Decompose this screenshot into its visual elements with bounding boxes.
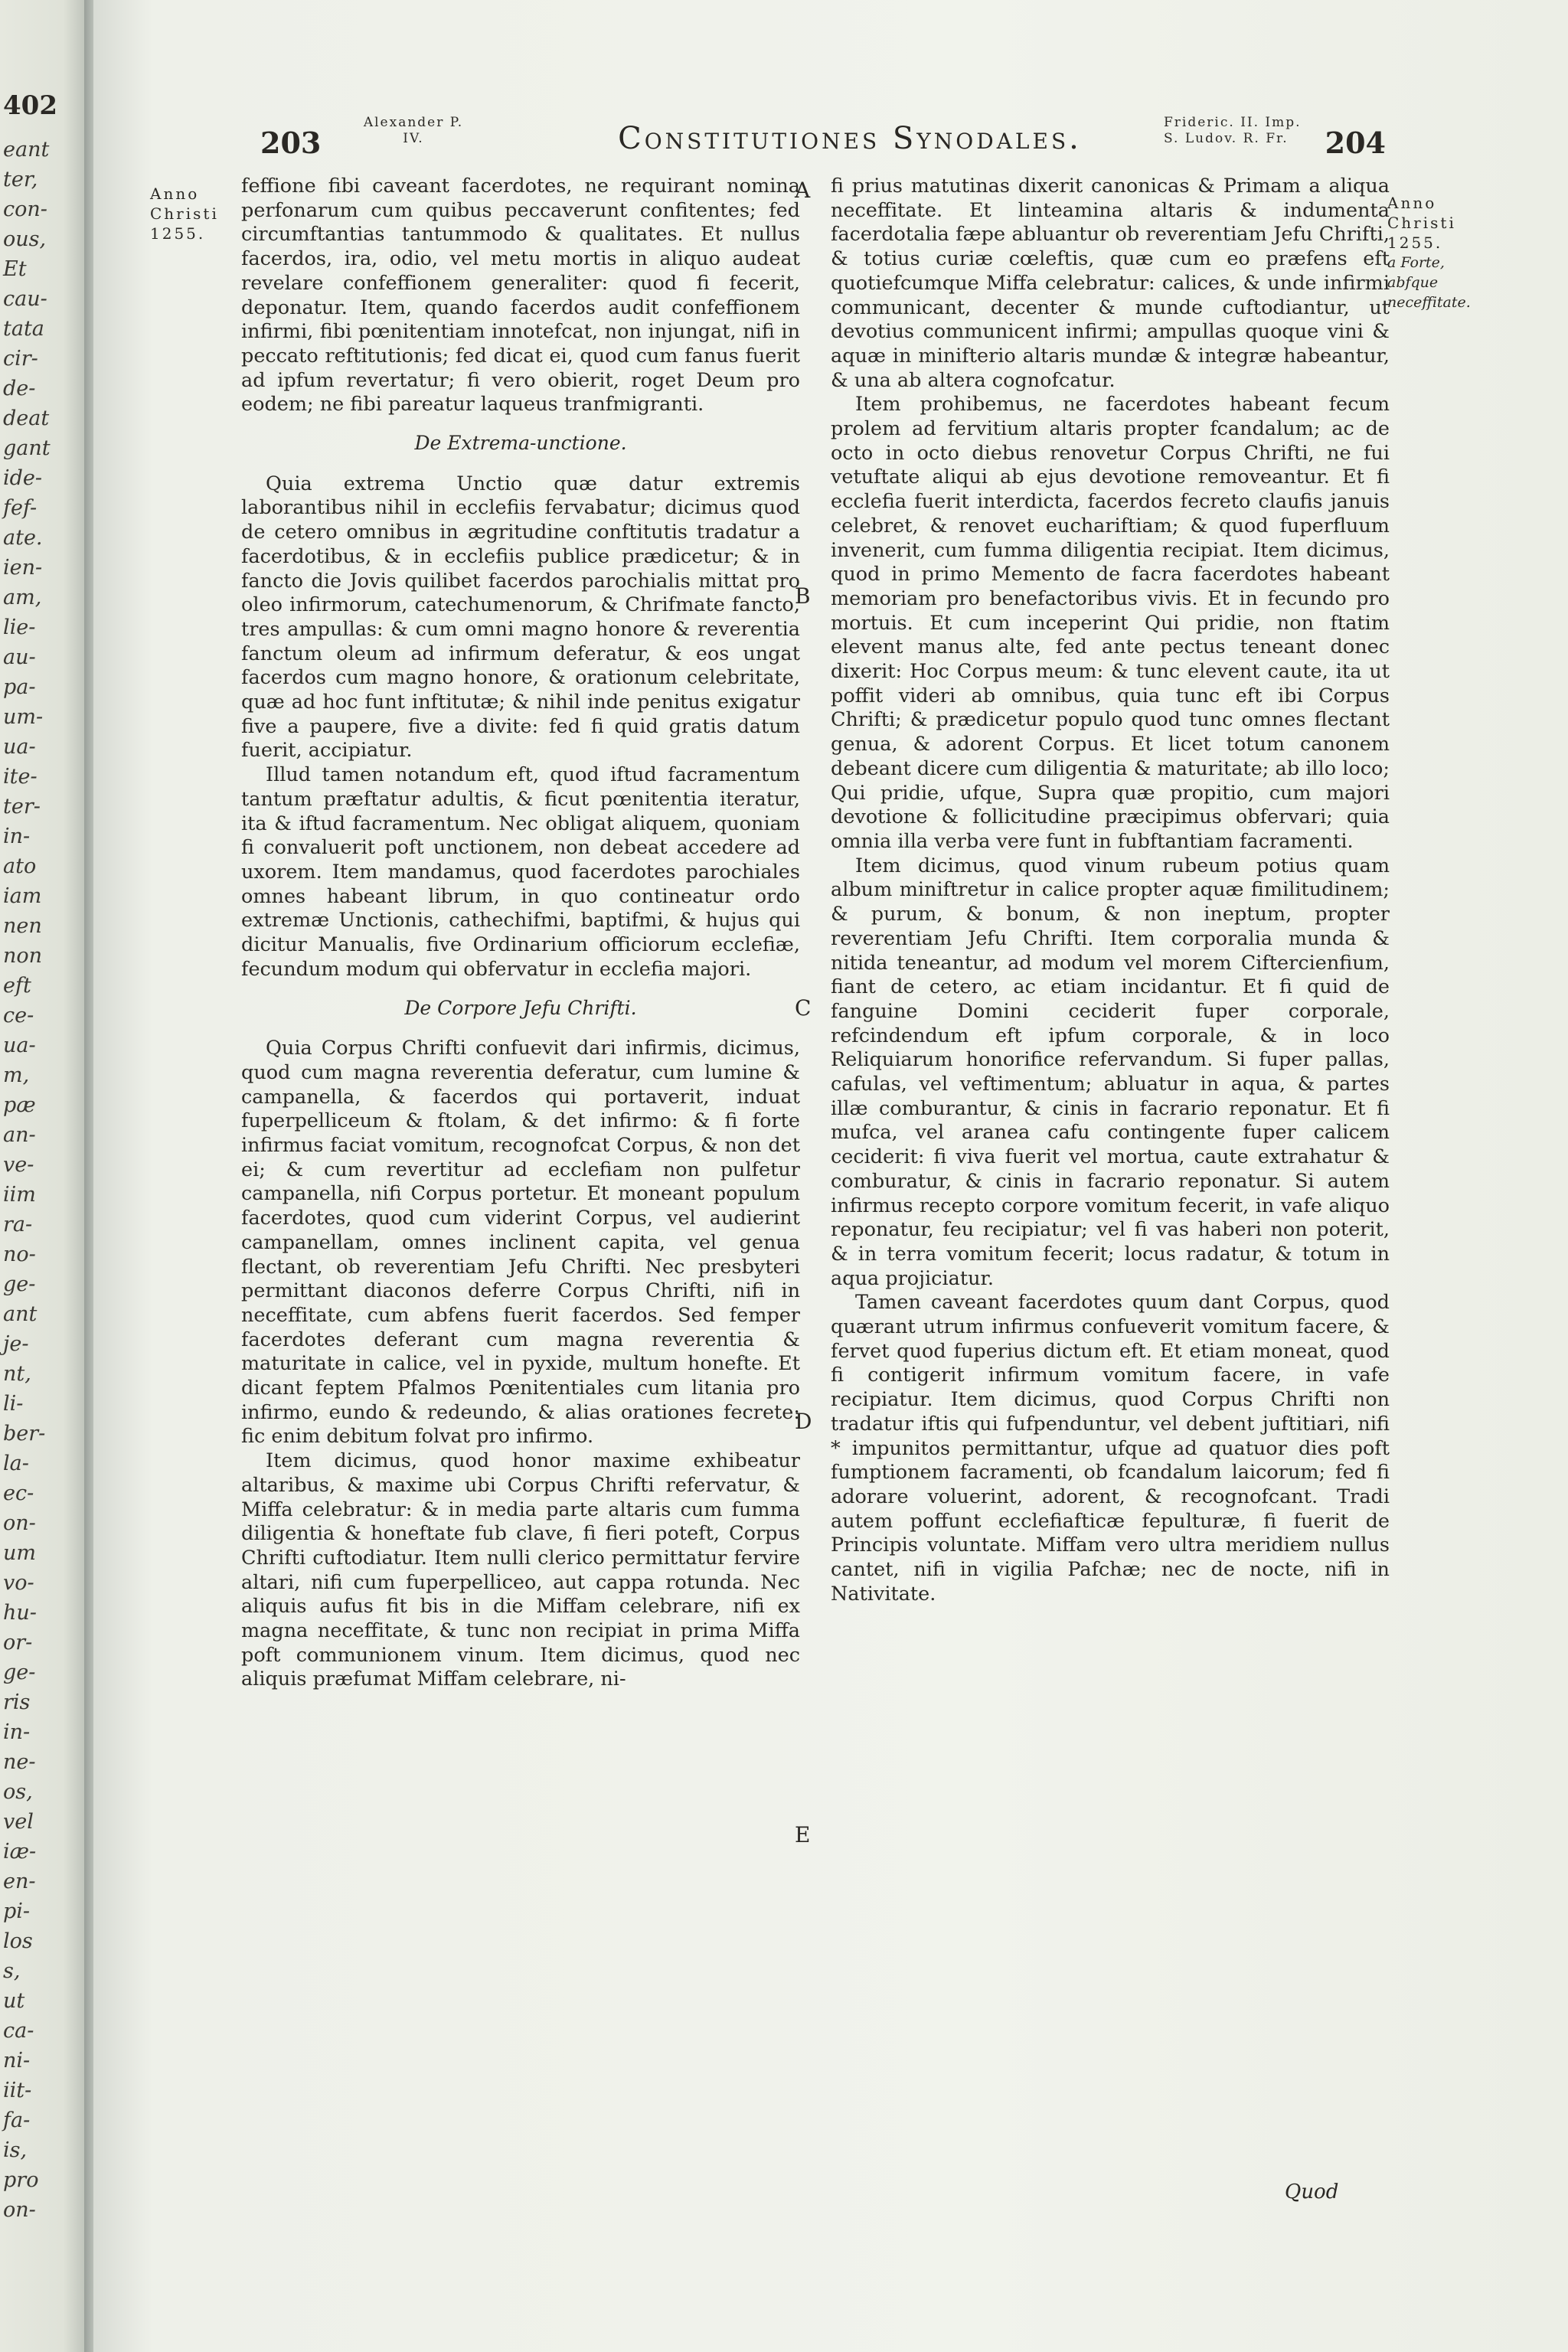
- paragraph: Tamen caveant facerdotes quum dant Corpus, quod quærant utrum infirmus confueverit vomitum facere, & fervet quod fuperius dictum eft. Et etiam moneat, quod fi contigerit infirmum vomitum facere, in vafe recipiatur. Item dicimus, quod Corpus Chrifti non tradatur iftis qui fufpenduntur, vel debent juftitiari, nifi * impunitos permittantur, ufque ad quatuor dies poft fumptionem facramenti, ob fcandalum laicorum; fed fi adorare voluerint, adorent, & recognofcant. Tradi autem poffunt ecclefiafticæ fepulturæ, fi fuerit de Principis voluntate. Miffam vero ultra meridiem nullus cantet, nifi in vigilia Pafchæ; nec de nocte, nifi in Nativitate.: [831, 1291, 1390, 1606]
- section-heading: De Corpore Jefu Chrifti.: [404, 996, 637, 1019]
- gutter-text-fragment: ter,: [3, 168, 38, 191]
- gutter-text-fragment: iit-: [3, 2079, 32, 2102]
- gutter-text-fragment: ne-: [3, 1750, 36, 1774]
- left-text-column: [241, 175, 800, 1692]
- gutter-text-fragment: in-: [3, 825, 31, 848]
- gutter-text-fragment: iim: [3, 1183, 36, 1207]
- gutter-text-fragment: fa-: [3, 2109, 31, 2132]
- paragraph: Item dicimus, quod vinum rubeum potius quam album miniftretur in calice propter aquæ fimilitudinem; & purum, & bonum, & non ineptum, propter reverentiam Jefu Chrifti. Item corporalia munda & nitida teneantur, ad modum vel morem Ciftercienfium, fiant de cetero, ac etiam incidantur. Et fi quid de fanguine Domini ceciderit fuper corporale, refcindendum eft ipfum corporale, & in loco Reliquiarum honorifice refervandum. Si fuper pallas, cafulas, vel veftimentum; abluatur in aqua, & partes illæ comburantur, & cinis in facrario reponatur. Et fi mufca, vel aranea cafu contingente fuper calicem ceciderit: fi viva fuerit vel mortua, caute extrahatur & comburatur, & cinis in facrario reponatur. Si autem infirmus recepto corpore vomitum fecerit, in vafe aliquo reponatur, feu recipiatur; vel fi vas haberi non poterit, & in terra vomitum fecerit; locus radatur, & totum in aqua projiciatur.: [831, 854, 1390, 1290]
- section-letter-a: A: [795, 178, 811, 203]
- gutter-text-fragment: ter-: [3, 795, 41, 818]
- gutter-text-fragment: ua-: [3, 735, 36, 759]
- gutter-text-fragment: hu-: [3, 1601, 37, 1625]
- section-heading: De Extrema-unctione.: [414, 432, 627, 455]
- paragraph: Quia extrema Unctio quæ datur extremis laborantibus nihil in ecclefiis fervabatur; dicimus quod de cetero omnibus in ægritudine conftitutis tradatur a facerdotibus, & in ecclefiis publice prædicetur; & in fancto die Jovis quilibet facerdos parochialis mittat pro oleo infirmorum, catechumenorum, & Chrifmate fancto, tres ampullas: & cum omni magno honore & reverentia fanctum oleum ad infirmum deferatur, & eos ungat facerdos cum magno honore, & orationum celebritate, quæ ad hoc funt inftitutæ; & nihil inde penitus exigatur five a paupere, five a divite: fed fi quid gratis datum fuerit, accipiatur.: [241, 472, 800, 763]
- previous-page-edge: [0, 0, 90, 2352]
- gutter-text-fragment: fef-: [3, 496, 38, 520]
- right-margin-note: [1387, 193, 1479, 312]
- gutter-text-fragment: vel: [3, 1810, 34, 1834]
- gutter-text-fragment: pro: [3, 2168, 39, 2192]
- section-letter-d: D: [795, 1409, 812, 1434]
- section-letter-e: E: [795, 1822, 811, 1847]
- gutter-text-fragment: cir-: [3, 347, 38, 371]
- gutter-text-fragment: en-: [3, 1870, 36, 1893]
- gutter-text-fragment: nt,: [3, 1362, 31, 1386]
- section-letter-b: B: [795, 583, 811, 609]
- gutter-text-fragment: eft: [3, 974, 31, 998]
- gutter-text-fragment: ous,: [3, 227, 47, 251]
- gutter-text-fragment: pæ: [3, 1093, 36, 1117]
- gutter-text-fragment: non: [3, 944, 43, 968]
- right-margin-anno: Anno Christi 1255.: [1387, 194, 1456, 252]
- gutter-text-fragment: de-: [3, 377, 36, 400]
- gutter-text-fragment: ve-: [3, 1153, 34, 1177]
- gutter-text-fragment: pi-: [3, 1900, 31, 1923]
- gutter-text-fragment: ide-: [3, 466, 43, 490]
- gutter-text-fragment: cau-: [3, 287, 47, 311]
- gutter-text-fragment: in-: [3, 1720, 31, 1744]
- paragraph: Illud tamen notandum eft, quod iftud facramentum tantum præftatur adultis, & ficut pœnitentia iteratur, ita & iftud facramentum. Nec obligat aliquem, quoniam fi convaluerit poft unctionem, non debeat accedere ad uxorem. Item mandamus, quod facerdotes parochiales omnes habeant librum, in quo contineatur ordo extremæ Unctionis, cathechifmi, baptifmi, & hujus qui dicitur Manualis, five Ordinarium officiorum ecclefiæ, fecundum modum qui obfervatur in ecclefia majori.: [241, 763, 800, 981]
- gutter-text-fragment: iæ-: [3, 1840, 37, 1864]
- gutter-text-fragment: tata: [3, 317, 44, 341]
- gutter-text-fragment: m,: [3, 1063, 30, 1087]
- paragraph: feffione fibi caveant facerdotes, ne requirant nomina perfonarum cum quibus peccaverunt confitentes; fed circumftantias tantummodo & qualitates. Et nullus facerdos, ira, odio, vel metu mortis in aliquo audeat revelare confeffionem generaliter: quod fi fecerit, deponatur. Item, quando facerdos audit confeffionem infirmi, fibi pœnitentiam innotefcat, non injungat, nifi in peccato reftitutionis; fed dicat ei, quod cum fanus fuerit ad ipfum revertatur; fi vero obierit, roget Deum pro eodem; ne fibi pareatur laqueus tranfmigranti.: [241, 175, 800, 416]
- gutter-text-fragment: ge-: [3, 1661, 36, 1684]
- section-letter-c: C: [795, 995, 812, 1021]
- gutter-text-fragment: ge-: [3, 1272, 36, 1296]
- paragraph: fi prius matutinas dixerit canonicas & Primam a aliqua neceffitate. Et linteamina altaris & indumenta facerdotalia fæpe abluantur ob reverentiam Jefu Chrifti, & totius curiæ cœleftis, quæ cum eo præfens eft quotiefcumque Miffa celebratur: calices, & unde infirmi communicant, decenter & munde cuftodiantur, ut devotius communicent infirmi; ampullas quoque vini & aquæ in minifterio altaris mundæ & integræ habeantur, & una ab altera cognofcatur.: [831, 175, 1390, 392]
- gutter-text-fragment: ec-: [3, 1481, 34, 1505]
- gutter-text-fragment: or-: [3, 1631, 33, 1655]
- right-margin-footnote: a Forte, abfque neceffitate.: [1387, 254, 1471, 311]
- gutter-text-fragment: no-: [3, 1243, 36, 1266]
- gutter-text-fragment: s,: [3, 1959, 21, 1983]
- gutter-text-fragment: on-: [3, 1511, 36, 1535]
- gutter-text-fragment: gant: [3, 436, 51, 460]
- gutter-text-fragment: ce-: [3, 1004, 34, 1027]
- gutter-text-fragment: am,: [3, 586, 42, 609]
- gutter-text-fragment: on-: [3, 2198, 36, 2222]
- gutter-text-fragment: iam: [3, 884, 42, 908]
- gutter-text-fragment: os,: [3, 1780, 33, 1804]
- right-header-label: Frideric. II. Imp. S. Ludov. R. Fr.: [1164, 115, 1302, 146]
- gutter-text-fragment: deat: [3, 407, 50, 430]
- paragraph: Quia Corpus Chrifti confuevit dari infirmis, dicimus, quod cum magna reverentia deferatur, cum lumine & campanella, & facerdos qui portaverit, induat fuperpelliceum & ftolam, & det infirmo: & fi forte infirmus faciat vomitum, recognofcat Corpus, & non det ei; & cum revertitur ad ecclefiam non pulfetur campanella, nifi Corpus portetur. Et moneant populum facerdotes, quod cum viderint Corpus, vel audierint campanellam, omnes inclinent capita, vel genua flectant, ob reverentiam Jefu Chrifti. Nec presbyteri permittant diaconos deferre Corpus Chrifti, nifi in neceffitate, cum abfens fuerit facerdos. Sed femper facerdotes deferant cum magna reverentia & maturitate in calice, vel in pyxide, multum honefte. Et dicant feptem Pfalmos Pœnitentiales cum litania pro infirmo, eundo & redeundo, & alias orationes fecrete: fic enim debitum folvat pro infirmo.: [241, 1037, 800, 1449]
- right-page-number: 204: [1325, 126, 1386, 160]
- left-header-label: Alexander P. IV.: [363, 115, 464, 146]
- gutter-text-fragment: con-: [3, 198, 47, 221]
- gutter-text-fragment: lie-: [3, 616, 36, 639]
- gutter-text-fragment: pa-: [3, 675, 36, 699]
- gutter-text-fragment: um-: [3, 705, 44, 729]
- gutter-text-fragment: ite-: [3, 765, 38, 789]
- gutter-text-fragment: ra-: [3, 1213, 33, 1236]
- gutter-text-fragment: ca-: [3, 2019, 34, 2043]
- gutter-text-fragment: ate.: [3, 526, 43, 550]
- gutter-text-fragment: Et: [3, 257, 27, 281]
- gutter-text-fragment: au-: [3, 645, 36, 669]
- gutter-text-fragment: ut: [3, 1989, 25, 2013]
- left-margin-note: Anno Christi 1255.: [150, 185, 219, 243]
- left-page-number: 203: [260, 126, 322, 160]
- previous-page-number: 402: [3, 90, 57, 121]
- paragraph: Item dicimus, quod honor maxime exhibeatur altaribus, & maxime ubi Corpus Chrifti refervatur, & Miffa celebratur: & in media parte altaris cum fumma diligentia & honeftate fub clave, fi fieri poteft, Corpus Chrifti cuftodiatur. Item nulli clerico permittatur fervire altari, nifi cum fuperpelliceo, aut cappa rotunda. Nec aliquis aufus fit bis in die Miffam celebrare, nifi ex magna neceffitate, & tunc non recipiat in prima Miffa poft communionem vinum. Item dicimus, quod nec aliquis præfumat Miffam celebrare, ni-: [241, 1449, 800, 1691]
- gutter-text-fragment: li-: [3, 1392, 24, 1416]
- gutter-text-fragment: je-: [3, 1332, 29, 1356]
- gutter-text-fragment: ris: [3, 1690, 31, 1714]
- gutter-text-fragment: ber-: [3, 1422, 46, 1446]
- gutter-text-fragment: nen: [3, 914, 42, 938]
- catchword: Quod: [1285, 2180, 1339, 2203]
- gutter-text-fragment: ato: [3, 854, 37, 878]
- gutter-text-fragment: um: [3, 1541, 36, 1565]
- gutter-text-fragment: los: [3, 1929, 33, 1953]
- gutter-text-fragment: eant: [3, 138, 50, 162]
- gutter-text-fragment: an-: [3, 1123, 36, 1147]
- gutter-text-fragment: ua-: [3, 1034, 36, 1057]
- right-text-column: [831, 175, 1390, 1606]
- gutter-text-fragment: ien-: [3, 556, 43, 580]
- gutter-text-fragment: is,: [3, 2138, 28, 2162]
- gutter-text-fragment: la-: [3, 1452, 29, 1475]
- paragraph: Item prohibemus, ne facerdotes habeant fecum prolem ad fervitium altaris propter fcandalum; ac de octo in octo diebus renovetur Corpus Chrifti, ne fui vetuftate aliqui ab ejus devotione removeantur. Et fi ecclefia fuerit interdicta, facerdos fecreto claufis januis celebret, & renovet euchariftiam; & quod fuperfluum invenerit, cum fumma diligentia recipiat. Item dicimus, quod in primo Memento de facra facerdotes habeant memoriam pro benefactoribus vivis. Et in fecundo pro mortuis. Et cum inceperint Qui pridie, non ftatim elevent manus alte, fed ante pectus teneant donec dixerit: Hoc Corpus meum: & tunc elevent caute, ita ut poffit videri ab omnibus, quia tunc eft ibi Corpus Chrifti; & prædicetur populo quod tunc omnes flectant genua, & adorent Corpus. Et licet totum canonem debeant dicere cum diligentia & maturitate; ab illo loco; Qui pridie, ufque, Supra quæ propitio, cum majori devotione & follicitudine præcipimus obfervari; quia omnia illa verba vere funt in fubftantiam facramenti.: [831, 393, 1390, 853]
- header-title: Constitutiones Synodales.: [618, 121, 1082, 156]
- gutter-text-fragment: ni-: [3, 2049, 31, 2073]
- gutter-text-fragment: ant: [3, 1302, 38, 1326]
- running-header: [260, 115, 1386, 176]
- gutter-text-fragment: vo-: [3, 1571, 34, 1595]
